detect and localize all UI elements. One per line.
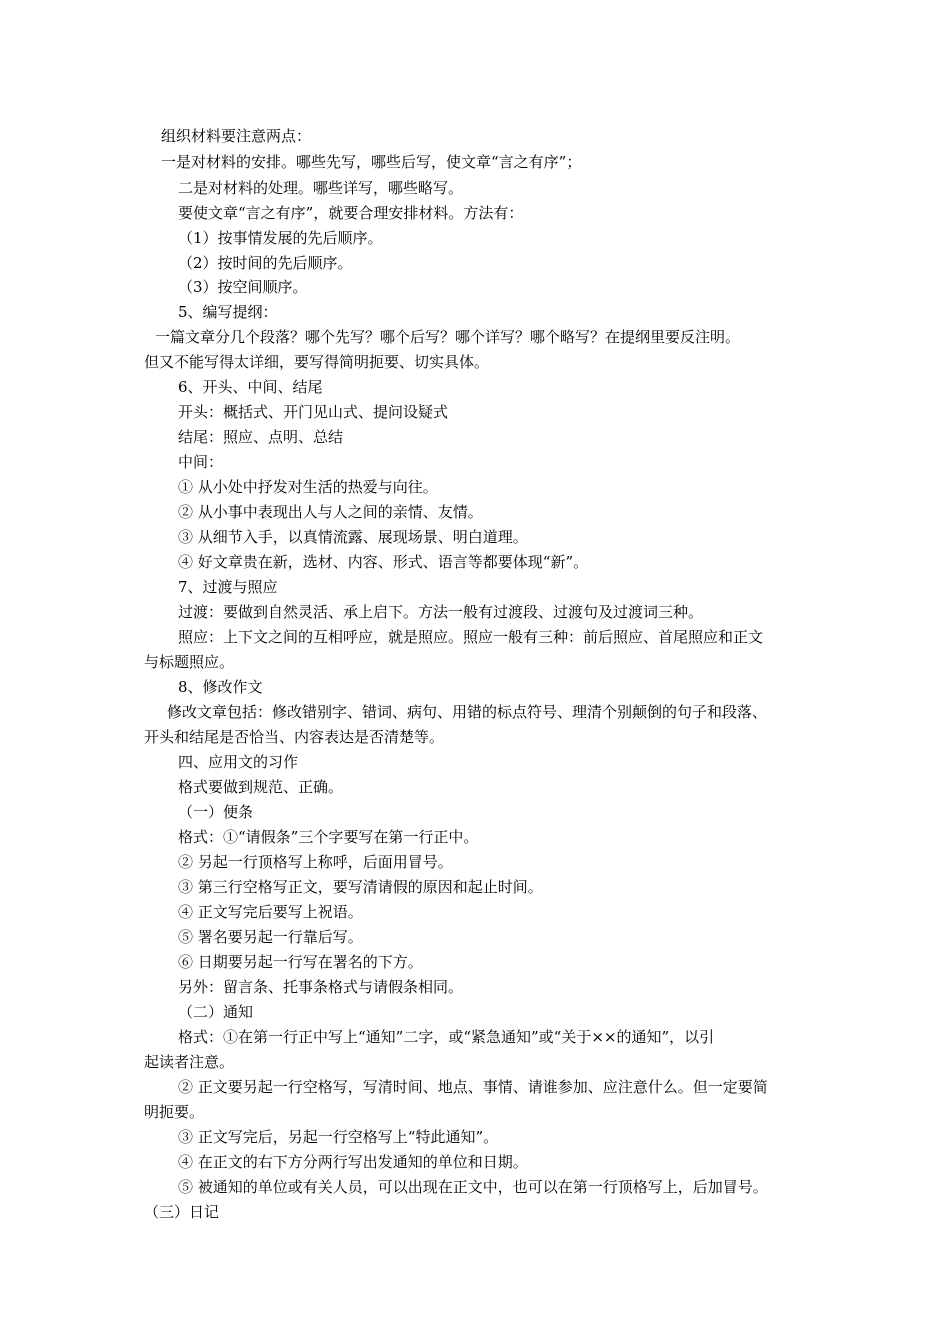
text-line: 格式要做到规范、正确。 <box>178 778 344 796</box>
section-heading: 6、开头、中间、结尾 <box>178 378 323 396</box>
text-line: ⑤ 署名要另起一行靠后写。 <box>178 928 363 946</box>
sub-heading: （三）日记 <box>144 1203 220 1221</box>
text-line: 起读者注意。 <box>144 1053 235 1071</box>
section-heading: 5、编写提纲： <box>178 303 278 321</box>
text-line: 开头和结尾是否恰当、内容表达是否清楚等。 <box>144 728 445 746</box>
text-line: 格式：①“请假条”三个字要写在第一行正中。 <box>178 828 479 846</box>
text-line: 开头：概括式、开门见山式、提问设疑式 <box>178 403 449 421</box>
text-line: ④ 正文写完后要写上祝语。 <box>178 903 363 921</box>
text-line: ⑥ 日期要另起一行写在署名的下方。 <box>178 953 423 971</box>
sub-heading: （一）便条 <box>178 803 254 821</box>
text-line: 格式：①在第一行正中写上“通知”二字，或“紧急通知”或“关于××的通知”，以引 <box>178 1028 715 1046</box>
section-heading: 7、过渡与照应 <box>178 578 278 596</box>
text-line: 明扼要。 <box>144 1103 205 1121</box>
sub-heading: （二）通知 <box>178 1003 254 1021</box>
text-line: ③ 正文写完后，另起一行空格写上“特此通知”。 <box>178 1128 499 1146</box>
text-line: （3）按空间顺序。 <box>178 278 308 296</box>
text-line: ③ 从细节入手，以真情流露、展现场景、明白道理。 <box>178 528 528 546</box>
text-line: 一是对材料的安排。哪些先写，哪些后写，使文章“言之有序”； <box>161 153 582 171</box>
text-line: ④ 在正文的右下方分两行写出发通知的单位和日期。 <box>178 1153 528 1171</box>
text-line: 一篇文章分几个段落？哪个先写？哪个后写？哪个详写？哪个略写？在提纲里要反注明。 <box>155 328 741 346</box>
text-line: 照应：上下文之间的互相呼应，就是照应。照应一般有三种：前后照应、首尾照应和正文 <box>178 628 764 646</box>
text-line: ① 从小处中抒发对生活的热爱与向往。 <box>178 478 438 496</box>
text-line: （1）按事情发展的先后顺序。 <box>178 229 383 247</box>
text-line: 组织材料要注意两点： <box>161 127 312 145</box>
text-line: 修改文章包括：修改错别字、错词、病句、用错的标点符号、理清个别颠倒的句子和段落、 <box>167 703 768 721</box>
text-line: （2）按时间的先后顺序。 <box>178 254 353 272</box>
text-line: ② 从小事中表现出人与人之间的亲情、友情。 <box>178 503 483 521</box>
text-line: 另外：留言条、托事条格式与请假条相同。 <box>178 978 464 996</box>
text-line: 二是对材料的处理。哪些详写，哪些略写。 <box>178 179 464 197</box>
text-line: ③ 第三行空格写正文，要写清请假的原因和起止时间。 <box>178 878 543 896</box>
text-line: 但又不能写得太详细，要写得简明扼要、切实具体。 <box>144 353 490 371</box>
text-line: ⑤ 被通知的单位或有关人员，可以出现在正文中，也可以在第一行顶格写上，后加冒号。 <box>178 1178 768 1196</box>
text-line: 要使文章“言之有序”，就要合理安排材料。方法有： <box>178 204 524 222</box>
section-heading: 四、应用文的习作 <box>178 753 299 771</box>
text-line: 结尾：照应、点明、总结 <box>178 428 344 446</box>
text-line: ② 另起一行顶格写上称呼，后面用冒号。 <box>178 853 453 871</box>
text-line: 与标题照应。 <box>144 653 235 671</box>
text-line: 中间： <box>178 453 224 471</box>
text-line: 过渡：要做到自然灵活、承上启下。方法一般有过渡段、过渡句及过渡词三种。 <box>178 603 704 621</box>
text-line: ④ 好文章贵在新，选材、内容、形式、语言等都要体现“新”。 <box>178 553 589 571</box>
text-line: ② 正文要另起一行空格写，写清时间、地点、事情、请谁参加、应注意什么。但一定要简 <box>178 1078 768 1096</box>
section-heading: 8、修改作文 <box>178 678 263 696</box>
